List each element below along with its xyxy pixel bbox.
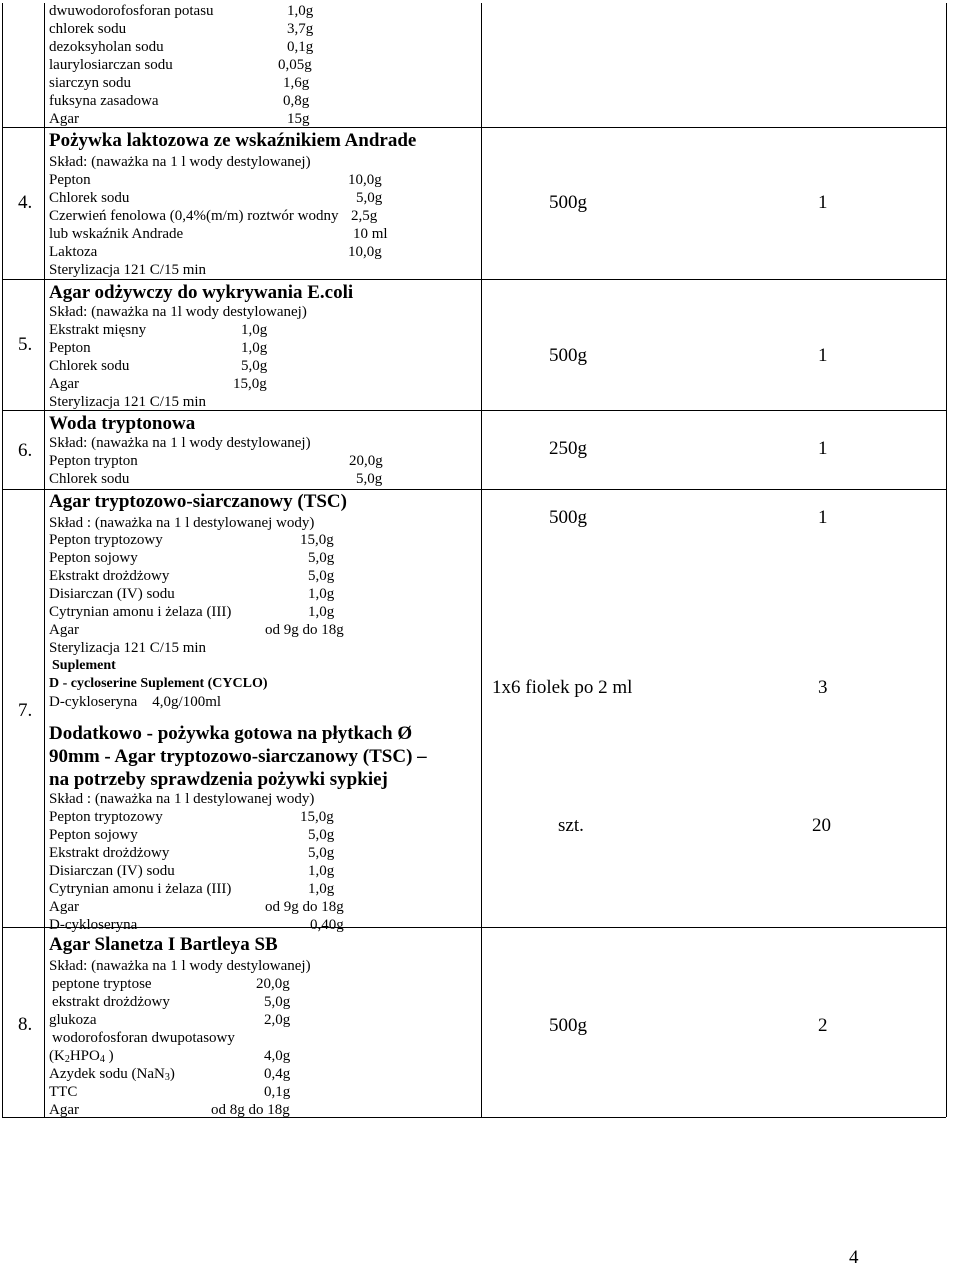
ingredient-name: Pepton trypton	[49, 453, 138, 469]
quantity-cell: 1	[818, 507, 828, 528]
unit-cell: 500g	[549, 507, 587, 528]
ingredient-amount: 1,0g	[241, 322, 268, 338]
ingredient-amount: 1,0g	[308, 881, 335, 897]
ingredient-name: peptone tryptose	[52, 976, 152, 992]
ingredient-name: Chlorek sodu	[49, 190, 130, 206]
ingredient-amount: 15,0g	[300, 809, 334, 825]
ingredient-amount: 3,7g	[287, 21, 314, 37]
ingredient-amount: 1,0g	[308, 586, 335, 602]
ingredient-amount: 10,0g	[348, 172, 382, 188]
ingredient-amount: 0,4g	[264, 1066, 291, 1082]
ingredient-name: ekstrakt drożdżowy	[52, 994, 170, 1010]
ingredient-amount: 0,1g	[264, 1084, 291, 1100]
row-number: 8.	[18, 1014, 33, 1035]
unit-cell: 250g	[549, 438, 587, 459]
ingredient-name: Pepton tryptozowy	[49, 809, 163, 825]
ingredient-name: fuksyna zasadowa	[49, 93, 159, 109]
supplement-name: D - cycloserine Suplement (CYCLO)	[49, 676, 268, 691]
ingredient-amount: 10 ml	[353, 226, 388, 242]
ingredient-amount: 15,0g	[233, 376, 267, 392]
ingredient-name: D-cykloseryna	[49, 917, 138, 933]
supplement-quantity-cell: 3	[818, 677, 828, 698]
ingredient-amount: 4,0g	[264, 1048, 291, 1064]
ingredient-name: siarczyn sodu	[49, 75, 132, 91]
unit-cell: 500g	[549, 192, 587, 213]
ingredient-amount: 0,1g	[287, 39, 314, 55]
ingredient-name: Chlorek sodu	[49, 471, 130, 487]
quantity-cell: 20	[812, 815, 831, 836]
ingredient-name: chlorek sodu	[49, 21, 127, 37]
ingredient-amount: 1,0g	[287, 3, 314, 19]
row-divider	[2, 927, 946, 928]
sterilization-note: Sterylizacja 121 C/15 min	[49, 262, 207, 278]
ingredient-name: Pepton	[49, 340, 91, 356]
ingredient-name: Ekstrakt drożdżowy	[49, 845, 170, 861]
sterilization-note: Sterylizacja 121 C/15 min	[49, 394, 207, 410]
quantity-cell: 1	[818, 345, 828, 366]
quantity-cell: 1	[818, 192, 828, 213]
ingredient-amount: 1,6g	[283, 75, 310, 91]
ingredient-amount: od 9g do 18g	[265, 622, 344, 638]
ingredient-amount: 1,0g	[308, 863, 335, 879]
medium-title: Pożywka laktozowa ze wskaźnikiem Andrade	[49, 130, 417, 151]
quantity-cell: 1	[818, 438, 828, 459]
ingredient-amount: 2,5g	[351, 208, 378, 224]
quantity-cell: 2	[818, 1015, 828, 1036]
ingredient-amount: 15,0g	[300, 532, 334, 548]
ingredient-amount: 1,0g	[241, 340, 268, 356]
ingredient-name: glukoza	[49, 1012, 97, 1028]
ingredient-amount: 5,0g	[264, 994, 291, 1010]
ingredient-name: Chlorek sodu	[49, 358, 130, 374]
table-border-bottom	[2, 1117, 946, 1118]
ingredient-amount: 5,0g	[308, 568, 335, 584]
ingredient-amount: 20,0g	[256, 976, 290, 992]
ingredient-amount: 5,0g	[308, 845, 335, 861]
table-column-divider	[481, 3, 482, 1117]
ingredient-name: Ekstrakt drożdżowy	[49, 568, 170, 584]
ingredient-amount: 10,0g	[348, 244, 382, 260]
row-number: 4.	[18, 192, 33, 213]
medium-title: Agar tryptozowo-siarczanowy (TSC)	[49, 491, 347, 512]
table-border-right	[946, 3, 947, 1117]
ingredient-name: Agar	[49, 111, 79, 127]
sterilization-note: Sterylizacja 121 C/15 min	[49, 640, 207, 656]
ingredient-name: Agar	[49, 899, 79, 915]
ingredient-name: Azydek sodu (NaN$_3$)	[49, 1066, 175, 1083]
ingredient-amount: 5,0g	[308, 827, 335, 843]
ingredient-amount: 2,0g	[264, 1012, 291, 1028]
ingredient-name: Ekstrakt mięsny	[49, 322, 147, 338]
ingredient-name: dezoksyholan sodu	[49, 39, 164, 55]
ingredient-name: Agar	[49, 1102, 79, 1118]
ingredient-name: Pepton sojowy	[49, 550, 138, 566]
page-number: 4	[849, 1247, 859, 1268]
composition-note: Skład: (naważka na 1l wody destylowanej)	[49, 304, 307, 320]
ingredient-name: Laktoza	[49, 244, 98, 260]
medium-title: Agar Slanetza I Bartleya SB	[49, 934, 278, 955]
ingredient-name: dwuwodorofosforan potasu	[49, 3, 214, 19]
row-divider	[2, 127, 946, 128]
row-divider	[2, 279, 946, 280]
ingredient-amount: 15g	[287, 111, 310, 127]
ingredient-name: Pepton sojowy	[49, 827, 138, 843]
ingredient-amount: 0,8g	[283, 93, 310, 109]
ingredient-name: laurylosiarczan sodu	[49, 57, 173, 73]
ingredient-name: ($K_2HPO_4$ )	[49, 1048, 114, 1065]
row-divider	[2, 489, 946, 490]
ingredient-name: Pepton	[49, 172, 91, 188]
composition-note: Skład: (naważka na 1 l wody destylowanej)	[49, 154, 311, 170]
unit-cell: 500g	[549, 1015, 587, 1036]
unit-cell: 500g	[549, 345, 587, 366]
ingredient-amount: 20,0g	[349, 453, 383, 469]
ingredient-name: lub wskaźnik Andrade	[49, 226, 184, 242]
composition-note: Skład: (naważka na 1 l wody destylowanej)	[49, 958, 311, 974]
ingredient-amount: 0,05g	[278, 57, 312, 73]
ingredient-name: wodorofosforan dwupotasowy	[52, 1030, 235, 1046]
additional-title-line: na potrzeby sprawdzenia pożywki sypkiej	[49, 769, 388, 790]
ingredient-name: Cytrynian amonu i żelaza (III)	[49, 604, 232, 620]
medium-title: Woda tryptonowa	[49, 413, 196, 434]
medium-title: Agar odżywczy do wykrywania E.coli	[49, 282, 354, 303]
ingredient-name: Agar	[49, 376, 79, 392]
ingredient-name: Disiarczan (IV) sodu	[49, 863, 175, 879]
additional-title-line: 90mm - Agar tryptozowo-siarczanowy (TSC) –	[49, 746, 427, 767]
unit-cell: szt.	[558, 815, 584, 836]
ingredient-name: TTC	[49, 1084, 78, 1100]
ingredient-name: Agar	[49, 622, 79, 638]
ingredient-amount: 0,40g	[310, 917, 344, 933]
supplement-heading: Suplement	[52, 658, 116, 673]
composition-note: Skład : (naważka na 1 l destylowanej wody)	[49, 515, 315, 531]
row-number: 7.	[18, 700, 33, 721]
ingredient-amount: 5,0g	[308, 550, 335, 566]
ingredient-name: Disiarczan (IV) sodu	[49, 586, 175, 602]
ingredient-name: Czerwień fenolowa (0,4%(m/m) roztwór wodny	[49, 208, 339, 224]
table-column-divider	[44, 3, 45, 1117]
ingredient-name: Pepton tryptozowy	[49, 532, 163, 548]
ingredient-amount: od 8g do 18g	[211, 1102, 290, 1118]
table-border-left	[2, 3, 3, 1117]
composition-note: Skład: (naważka na 1 l wody destylowanej)	[49, 435, 311, 451]
ingredient-amount: 1,0g	[308, 604, 335, 620]
ingredient-amount: 5,0g	[241, 358, 268, 374]
ingredient-amount: 5,0g	[356, 190, 383, 206]
ingredient-amount: od 9g do 18g	[265, 899, 344, 915]
ingredient-name: Cytrynian amonu i żelaza (III)	[49, 881, 232, 897]
ingredient-amount: 5,0g	[356, 471, 383, 487]
additional-title-line: Dodatkowo - pożywka gotowa na płytkach Ø	[49, 723, 413, 744]
composition-note: Skład : (naważka na 1 l destylowanej wody)	[49, 791, 315, 807]
row-number: 6.	[18, 440, 33, 461]
supplement-line: D-cykloseryna 4,0g/100ml	[49, 694, 222, 710]
row-number: 5.	[18, 334, 33, 355]
supplement-unit-cell: 1x6 fiolek po 2 ml	[492, 677, 633, 698]
